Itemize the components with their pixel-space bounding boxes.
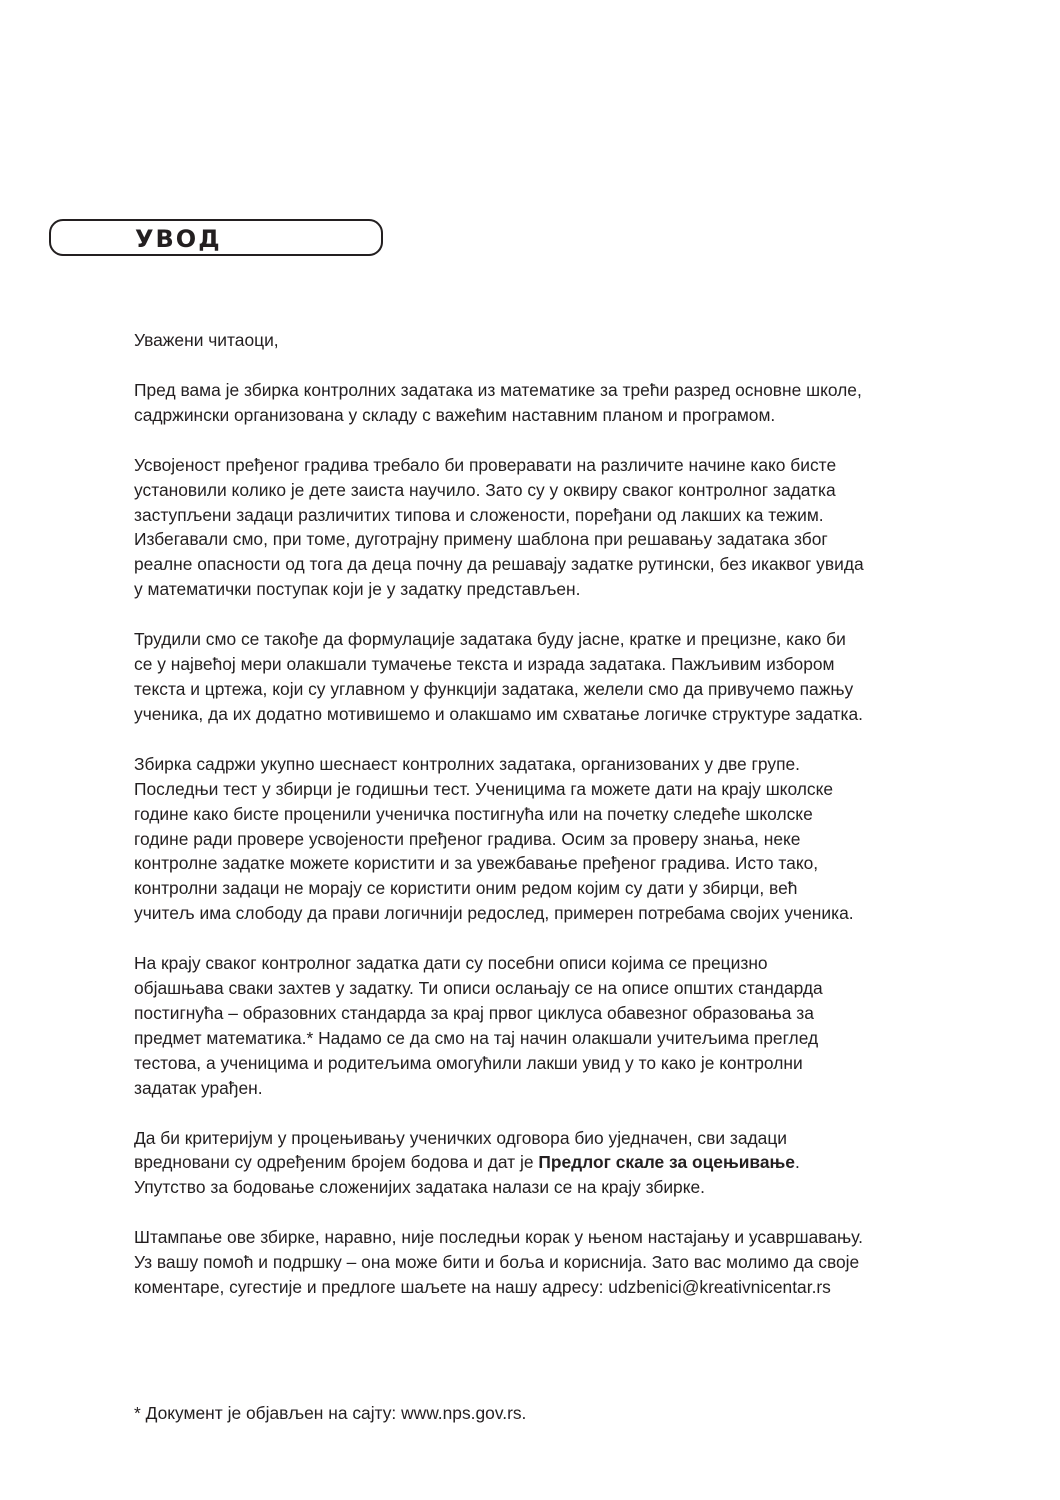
text-line: Да би критеријум у процењивању ученичких одговора био уједначен, сви задаци [134, 1127, 788, 1148]
footnote: * Документ је објављен на сајту: www.nps.gov.rs. [134, 1403, 527, 1423]
text-line: На крају сваког контролног задатка дати су посебни описи којима се прецизно [134, 953, 768, 974]
text-line: заступљени задаци различитих типова и сложености, поређани од лакших ка тежим. [134, 504, 824, 525]
text-line: постигнућа – образовних стандарда за крај првог циклуса обавезног образовања за [134, 1002, 814, 1023]
text-line: садржински организована у складу с важећим наставним планом и програмом. [134, 404, 776, 425]
text-line: установили колико је дете заиста научило. Зато су у оквиру сваког контролног задатка [134, 479, 836, 500]
grading-scale-reference: Предлог скале за оцењивање [538, 1152, 795, 1173]
paragraph-3 [134, 627, 964, 727]
text-line: Трудили смо се такође да формулације задатака буду јасне, кратке и прецизне, како би [134, 629, 846, 650]
text-line: задатак урађен. [134, 1077, 263, 1098]
text-fragment: . [794, 1152, 800, 1173]
salutation: Уважени читаоци, [134, 330, 279, 350]
text-line: контролни задаци не морају се користити оним редом којим су дати у збирци, већ [134, 878, 798, 899]
section-heading-box [49, 219, 383, 256]
text-line: се у највећој мери олакшали тумачење текста и израда задатака. Пажљивим избором [134, 654, 835, 675]
text-line [134, 1150, 964, 1175]
text-line: реалне опасности од тога да деца почну да решавају задатке рутински, без икаквог увида [134, 554, 864, 575]
text-line: Штампање ове збирке, наравно, није последњи корак у њеном настајању и усавршавању. [134, 1227, 863, 1248]
text-line: Последњи тест у збирци је годишњи тест. Ученицима га можете дати на крају школске [134, 778, 834, 799]
text-line: Пред вама је збирка контролних задатака из математике за трећи разред основне школе, [134, 379, 862, 400]
text-line: учитељ има слободу да прави логичнији редослед, примерен потребама својих ученика. [134, 903, 854, 924]
text-line: тестова, а ученицима и родитељима омогућили лакши увид у то како је контролни [134, 1052, 803, 1073]
paragraph-6 [134, 1126, 964, 1201]
text-line: предмет математика.* Надамо се да смо на тај начин олакшали учитељима преглед [134, 1027, 819, 1048]
text-line: Уз вашу помоћ и подршку – она може бити и боља и кориснија. Зато вас молимо да своје [134, 1252, 860, 1273]
text-line: Избегавали смо, при томе, дуготрајну примену шаблона при решавању задатака због [134, 529, 828, 550]
text-line: ученика, да их додатно мотивишемо и олакшамо им схватање логичке структуре задатка. [134, 703, 863, 724]
text-line: Збирка садржи укупно шеснаест контролних задатака, организованих у две групе. [134, 753, 800, 774]
text-line: у математички поступак који је у задатку представљен. [134, 579, 581, 600]
text-line: објашњава сваки захтев у задатку. Ти описи ослањају се на описе општих стандарда [134, 978, 823, 999]
section-heading: УВОД [135, 225, 222, 253]
paragraph-1 [134, 378, 964, 428]
intro-content [134, 328, 964, 1325]
paragraph-7 [134, 1225, 964, 1300]
text-line: Усвојеност пређеног градива требало би проверавати на различите начине како бисте [134, 454, 837, 475]
text-line: коментаре, сугестије и предлоге шаљете на нашу адресу: udzbenici@kreativnicentar.rs [134, 1277, 831, 1298]
paragraph-2 [134, 453, 964, 602]
text-line: текста и цртежа, који су углавном у функцији задатака, желели смо да привучемо пажњу [134, 678, 854, 699]
text-fragment: вредновани су одређеним бројем бодова и дат је [134, 1152, 539, 1173]
paragraph-4 [134, 752, 964, 926]
text-line: године ради провере усвојености пређеног градива. Осим за проверу знања, неке [134, 828, 801, 849]
text-line: Упутство за бодовање сложенијих задатака налази се на крају збирке. [134, 1177, 706, 1198]
text-line: године како бисте проценили ученичка постигнућа или на почетку следеће школске [134, 803, 813, 824]
text-line: контролне задатке можете користити и за увежбавање пређеног градива. Исто тако, [134, 853, 819, 874]
paragraph-5 [134, 951, 964, 1100]
